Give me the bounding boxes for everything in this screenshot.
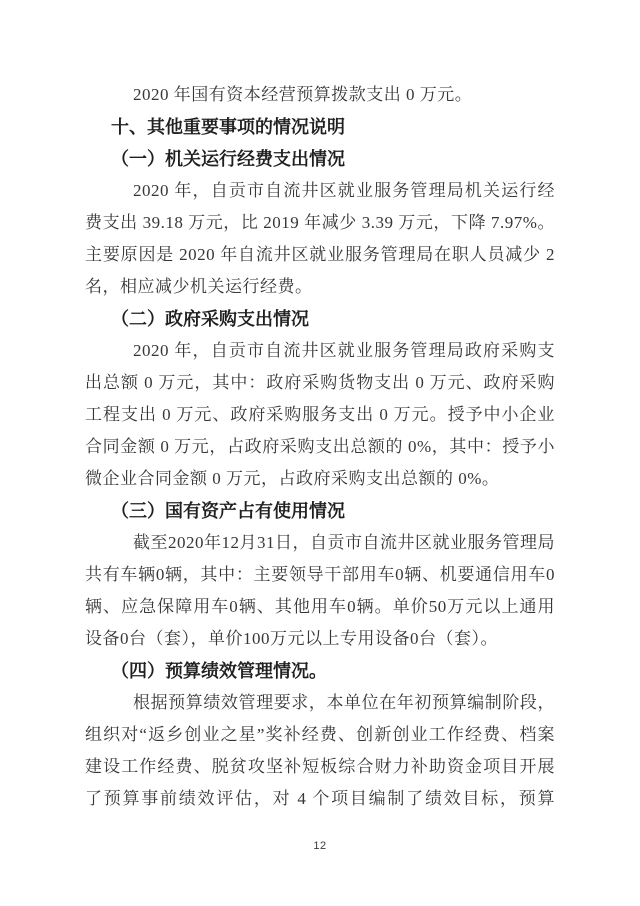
section-heading-other-important-matters: 十、其他重要事项的情况说明 xyxy=(111,117,345,137)
subsection-heading-budget-performance: （四）预算绩效管理情况。 xyxy=(111,661,327,681)
paragraph-operating-expenses: 2020 年，自贡市自流井区就业服务管理局机关运行经费支出 39.18 万元，比 2019 年减少 3.39 万元，下降 7.97%。主要原因是 2020 年自流井区就业服务管理局在职人员减少 2 名，相应减少机关运行经费。 xyxy=(85,181,555,296)
page-number: 12 xyxy=(313,840,327,852)
subsection-heading-government-procurement: （二）政府采购支出情况 xyxy=(111,309,309,329)
page-footer xyxy=(85,836,555,854)
subsection-heading-state-assets: （三）国有资产占有使用情况 xyxy=(111,501,345,521)
paragraph-state-capital-budget: 2020 年国有资本经营预算拨款支出 0 万元。 xyxy=(133,85,473,104)
paragraph-state-assets: 截至2020年12月31日，自贡市自流井区就业服务管理局共有车辆0辆，其中：主要领导干部用车0辆、机要通信用车0辆、应急保障用车0辆、其他用车0辆。单价50万元以上通用设备0台（套），单价100万元以上专用设备0台（套）。 xyxy=(85,533,555,648)
paragraph-government-procurement: 2020 年，自贡市自流井区就业服务管理局政府采购支出总额 0 万元，其中：政府采购货物支出 0 万元、政府采购工程支出 0 万元、政府采购服务支出 0 万元。授予中小企业合同金额 0 万元，占政府采购支出总额的 0%，其中：授予小微企业合同金额 0 万元，占政府采购支出总额的 0%。 xyxy=(85,341,555,488)
paragraph-budget-performance: 根据预算绩效管理要求，本单位在年初预算编制阶段，组织对“返乡创业之星”奖补经费、创新创业工作经费、档案建设工作经费、脱贫攻坚补短板综合财力补助资金项目开展了预算事前绩效评估，对 4 个项目编制了绩效目标，预算 xyxy=(85,693,555,808)
subsection-heading-operating-expenses: （一）机关运行经费支出情况 xyxy=(111,149,345,169)
document-content xyxy=(85,79,555,815)
